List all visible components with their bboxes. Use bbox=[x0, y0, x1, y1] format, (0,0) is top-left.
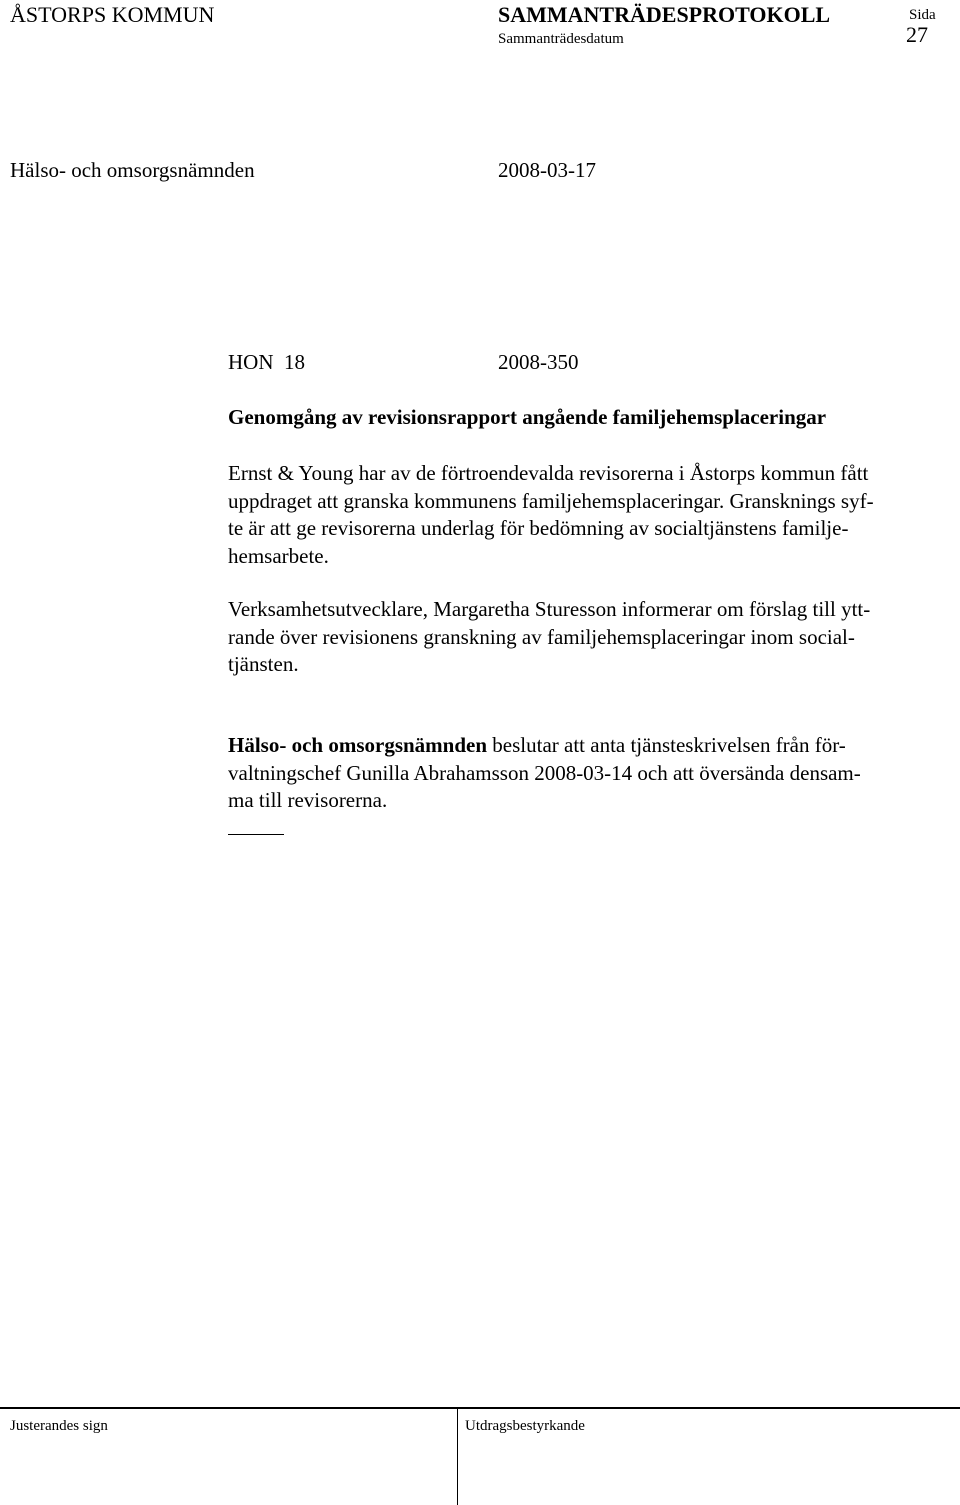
decision-paragraph bbox=[228, 732, 861, 815]
information-paragraph bbox=[228, 596, 870, 679]
page-number: 27 bbox=[906, 22, 928, 47]
page-label: Sida bbox=[909, 7, 936, 23]
footer-divider bbox=[457, 1409, 458, 1505]
paragraph-number: HON 18 bbox=[228, 350, 305, 374]
background-paragraph bbox=[228, 460, 874, 570]
committee-name: Hälso- och omsorgsnämnden bbox=[10, 158, 255, 182]
extract-certification-label: Utdragsbestyrkande bbox=[465, 1418, 585, 1434]
text-line: Ernst & Young har av de förtroendevalda revisorerna i Åstorps kommun fått bbox=[228, 461, 869, 485]
text-line: rande över revisionens granskning av familjehemsplaceringar inom social- bbox=[228, 624, 855, 649]
decision-line: ma till revisorerna. bbox=[228, 788, 388, 812]
text-line: te är att ge revisorerna underlag för bedömning av socialtjänstens familje- bbox=[228, 516, 849, 540]
decision-line: valtningschef Gunilla Abrahamsson 2008-03-14 och att översända densam- bbox=[228, 760, 861, 785]
section-end-rule bbox=[228, 834, 284, 835]
diary-number: 2008-350 bbox=[498, 350, 579, 374]
document-type-title: SAMMANTRÄDESPROTOKOLL bbox=[498, 2, 831, 27]
text-line: uppdraget att granska kommunens familjehemsplaceringar. Gransknings syf- bbox=[228, 488, 874, 513]
text-line: tjänsten. bbox=[228, 652, 299, 676]
meeting-date-label: Sammanträdesdatum bbox=[498, 31, 624, 47]
meeting-date: 2008-03-17 bbox=[498, 158, 596, 182]
decision-line bbox=[228, 732, 861, 760]
decision-text: beslutar att anta tjänsteskrivelsen från för- bbox=[487, 733, 846, 757]
text-line: Verksamhetsutvecklare, Margaretha Sturesson informerar om förslag till ytt- bbox=[228, 597, 871, 621]
signature-footer bbox=[0, 1407, 960, 1505]
item-title: Genomgång av revisionsrapport angående familjehemsplaceringar bbox=[228, 405, 827, 429]
adjuster-signature-label: Justerandes sign bbox=[10, 1418, 108, 1434]
decision-subject: Hälso- och omsorgsnämnden bbox=[228, 733, 488, 757]
text-line: hemsarbete. bbox=[228, 543, 329, 568]
organization-name: ÅSTORPS KOMMUN bbox=[10, 2, 215, 27]
